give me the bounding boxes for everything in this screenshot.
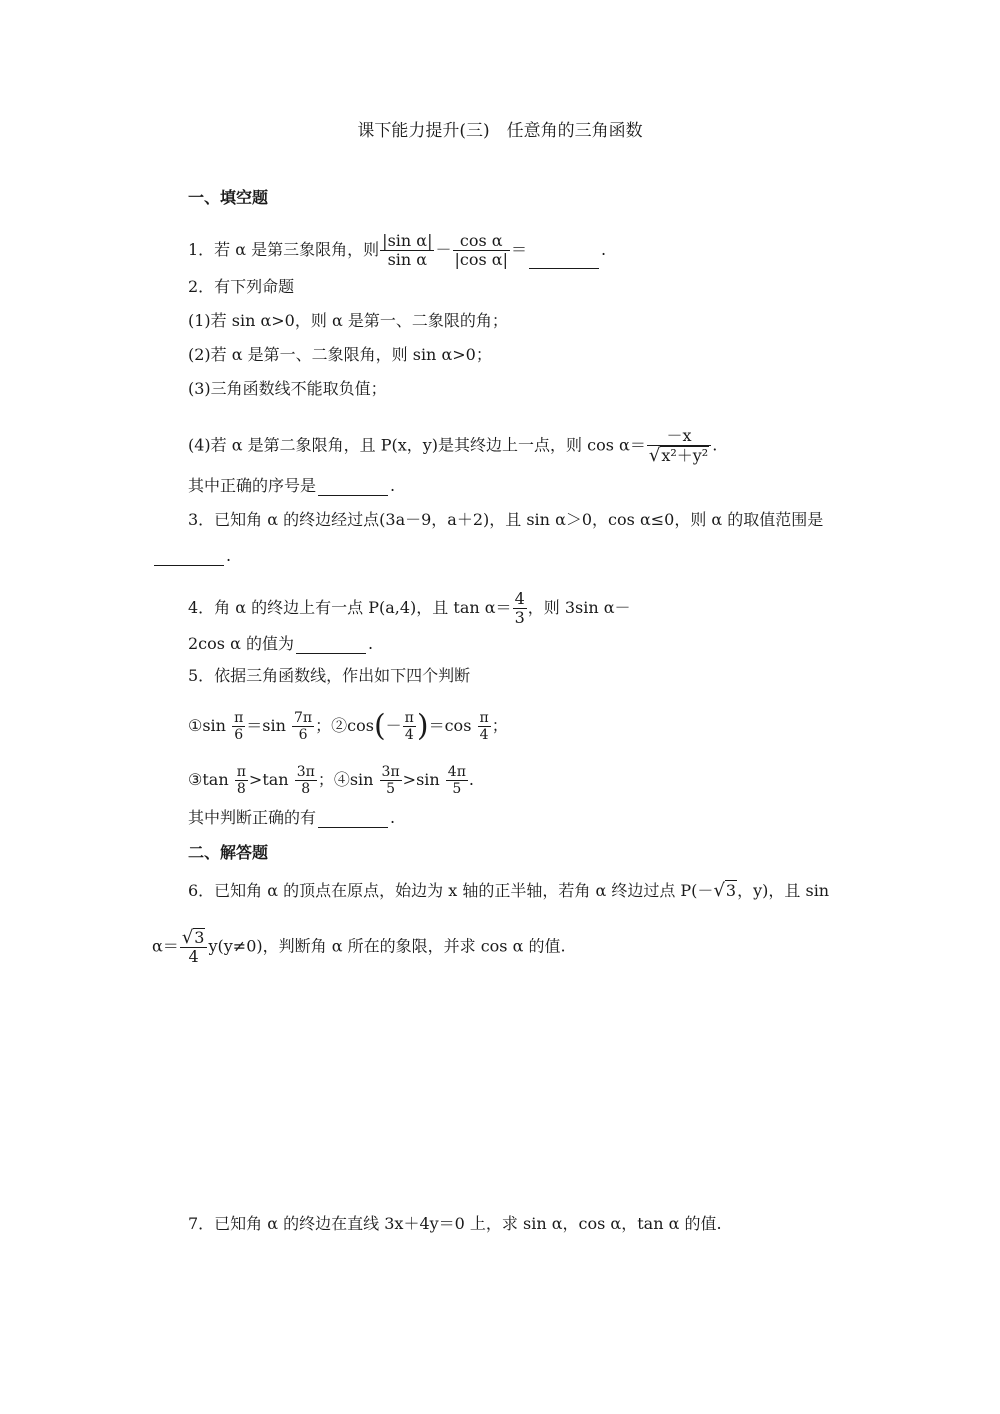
section-heading-fill-in: 一、填空题 — [188, 188, 269, 207]
q2-ask: 其中正确的序号是 . — [188, 476, 396, 495]
answer-blank-5[interactable] — [318, 811, 388, 828]
q4-line-2: 2cos α 的值为 . — [188, 634, 374, 653]
q5-judgments-1-2: ①sin $\frac{\pi}{6}$ ＝sin $\frac{7\pi}{6}$ ；②cos(－ $\frac{\pi}{4}$ )＝cos $\frac{\pi}{4}$ ； — [188, 708, 508, 744]
q2-fraction: $\frac{-x}{\text{√x²＋y²}}$ — [647, 427, 711, 465]
answer-blank-2[interactable] — [318, 479, 388, 496]
question-2-intro: 2．有下列命题 — [188, 277, 295, 296]
answer-blank-1[interactable] — [529, 252, 599, 269]
q5-judgments-3-4: ③tan $\frac{\pi}{8}$ >tan $\frac{3\pi}{8}$ ；④sin $\frac{3\pi}{5}$ >sin $\frac{4\pi}{5}$ . — [188, 764, 474, 797]
q4-fraction: $\frac{4}{3}$ — [514, 589, 525, 627]
question-7: 7．已知角 α 的终边在直线 3x＋4y＝0 上，求 sin α，cos α，tan α 的值. — [188, 1214, 722, 1233]
question-4: 4．角 α 的终边上有一点 P(a,4)，且 tan α＝ $\frac{4}{3}$ ，则 3sin α－ — [188, 589, 631, 627]
answer-blank-3[interactable] — [154, 549, 224, 566]
section-heading-answer: 二、解答题 — [188, 843, 269, 862]
q6-fraction: $\frac{√3}{4}$ — [180, 928, 208, 966]
q3-answer-line: . — [152, 546, 231, 566]
answer-blank-4[interactable] — [296, 637, 366, 654]
q2-proposition-1: (1)若 sin α>0，则 α 是第一、二象限的角； — [188, 311, 508, 330]
q1-fraction-2: $\frac{\text{cos α}}{\text{|cos α|}}$ — [454, 231, 508, 269]
q2-proposition-2: (2)若 α 是第一、二象限角，则 sin α>0； — [188, 345, 492, 364]
page-title: 课下能力提升(三) 任意角的三角函数 — [357, 121, 643, 141]
question-5-intro: 5．依据三角函数线，作出如下四个判断 — [188, 666, 471, 685]
question-6-line-2: α＝ $\frac{√3}{4}$ y(y≠0)，判断角 α 所在的象限，并求 cos α 的值. — [152, 927, 566, 966]
question-1: 1．若 α 是第三象限角，则 $\frac{\text{|sin α|}}{\text{sin α}}$ － $\frac{\text{cos α}}{\text{|cos α|}}$ ＝ . — [188, 231, 607, 269]
question-6-line-1: 6．已知角 α 的顶点在原点，始边为 x 轴的正半轴，若角 α 终边过点 P(－√3，y)，且 sin — [188, 880, 830, 901]
q2-proposition-4: (4)若 α 是第二象限角，且 P(x，y)是其终边上一点，则 cos α＝ $\frac{-x}{\text{√x²＋y²}}$ . — [188, 426, 718, 466]
question-3: 3．已知角 α 的终边经过点(3a－9，a＋2)，且 sin α＞0，cos α≤0，则 α 的取值范围是 — [188, 510, 824, 529]
q1-fraction-1: $\frac{\text{|sin α|}}{\text{sin α}}$ — [382, 231, 433, 269]
q1-text: 1．若 α 是第三象限角，则 — [188, 240, 380, 259]
q5-ask: 其中判断正确的有 . — [188, 808, 396, 827]
q2-proposition-3: (3)三角函数线不能取负值； — [188, 379, 387, 398]
